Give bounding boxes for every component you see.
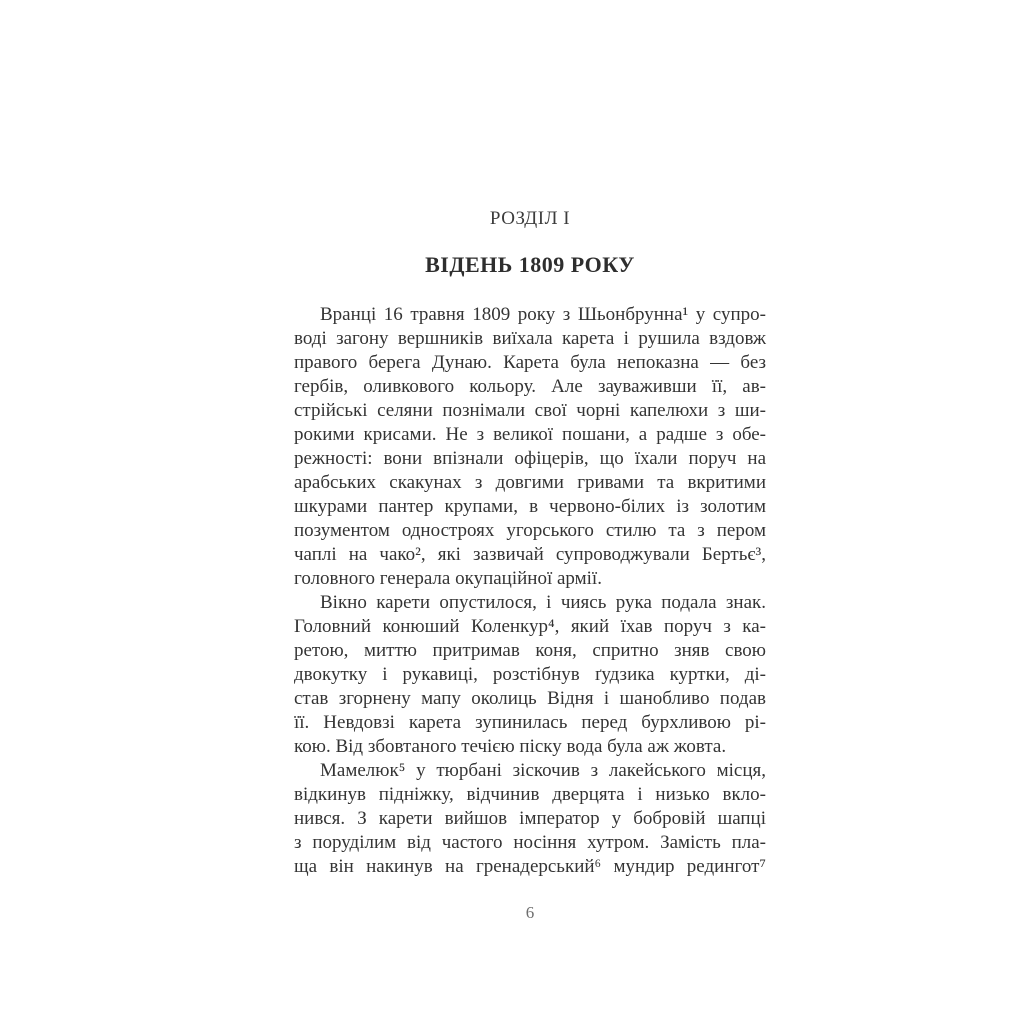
- page-number: 6: [525, 903, 535, 922]
- text-line: арабських скакунах з довгими гривами та вкритими: [294, 472, 766, 493]
- text-line: з поруділим від частого носіння хутром. Замість пла-: [294, 832, 766, 853]
- text-line: її. Невдовзі карета зупинилась перед бурхливою рі-: [294, 712, 766, 733]
- text-line: ща він накинув на гренадерський⁶ мундир редингот⁷: [294, 856, 766, 877]
- text-line: Вранці 16 травня 1809 року з Шьонбрунна¹ у супро-: [320, 304, 766, 325]
- text-line: рокими крисами. Не з великої пошани, а радше з обе-: [294, 424, 766, 445]
- text-line: режності: вони впізнали офіцерів, що їхали поруч на: [294, 448, 766, 469]
- text-line: Мамелюк⁵ у тюрбані зіскочив з лакейського місця,: [320, 760, 766, 781]
- text-line: правого берега Дунаю. Карета була непоказна — без: [294, 352, 766, 373]
- body-text: [294, 303, 766, 879]
- text-line: став згорнену мапу околиць Відня і шанобливо подав: [294, 688, 766, 709]
- chapter-label: РОЗДІЛ I: [489, 208, 571, 229]
- text-line: головного генерала окупаційної армії.: [294, 568, 602, 589]
- text-line: гербів, оливкового кольору. Але зауваживши її, ав-: [294, 376, 766, 397]
- text-line: нився. З карети вийшов імператор у бобровій шапці: [294, 808, 766, 829]
- text-line: шкурами пантер крупами, в червоно-білих із золотим: [294, 496, 766, 517]
- text-line: відкинув підніжку, відчинив дверцята і низько вкло-: [294, 784, 766, 805]
- text-line: позументом одностроях угорського стилю та з пером: [294, 520, 766, 541]
- text-line: Головний конюший Коленкур⁴, який їхав поруч з ка-: [294, 616, 766, 637]
- text-line: Вікно карети опустилося, і чиясь рука подала знак.: [320, 592, 766, 613]
- text-line: чаплі на чако², які зазвичай супроводжували Бертьє³,: [294, 544, 766, 565]
- text-line: двокутку і рукавиці, розстібнув ґудзика куртки, ді-: [294, 664, 766, 685]
- text-line: кою. Від збовтаного течією піску вода була аж жовта.: [294, 736, 727, 757]
- text-line: стрійські селяни познімали свої чорні капелюхи з ши-: [294, 400, 766, 421]
- text-line: ретою, миттю притримав коня, спритно зняв свою: [294, 640, 766, 661]
- chapter-title: ВІДЕНЬ 1809 РОКУ: [425, 252, 635, 277]
- text-line: воді загону вершників виїхала карета і рушила вздовж: [294, 328, 766, 349]
